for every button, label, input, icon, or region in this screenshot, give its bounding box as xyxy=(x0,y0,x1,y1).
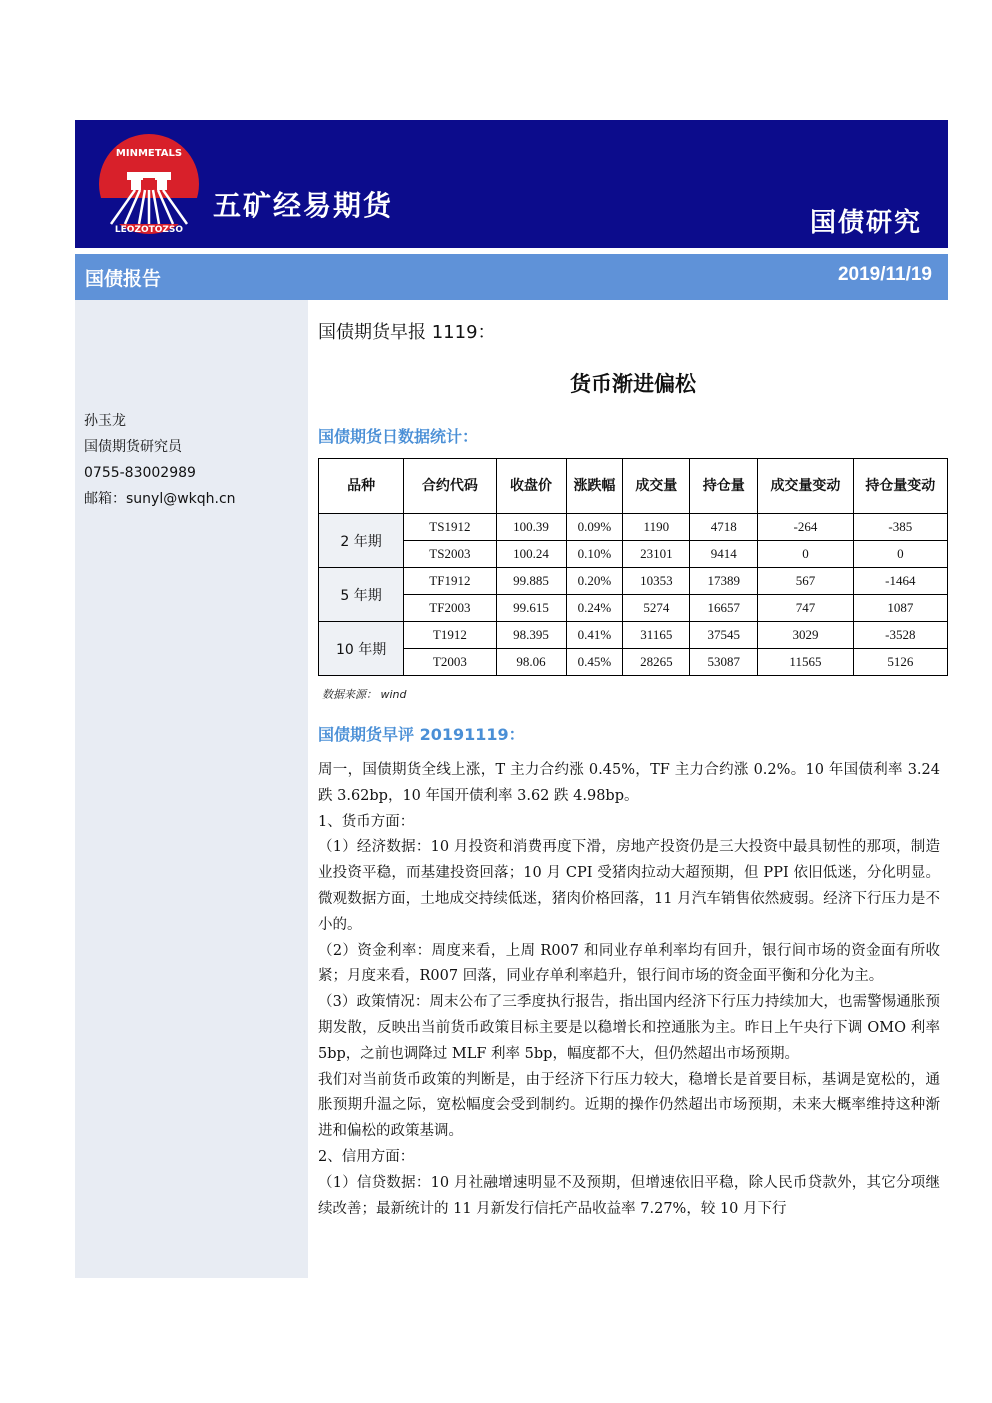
table-cell: 99.615 xyxy=(496,595,566,622)
table-cell: 100.24 xyxy=(496,541,566,568)
table-cell: TS1912 xyxy=(404,514,496,541)
paragraph: （1）经济数据：10 月投资和消费再度下滑，房地产投资仍是三大投资中最具韧性的那项，制造业投资平稳，而基建投资回落；10 月 CPI 受猪肉拉动大超预期，但 PPI 依旧低迷，分化明显。微观数据方面，土地成交持续低迷，猪肉价格回落，11 月汽车销售依然疲弱。经济下行压力是不小的。 xyxy=(318,839,940,933)
headline: 货币渐进偏松 xyxy=(570,372,696,396)
group-label: 10 年期 xyxy=(319,622,404,676)
header-contract: 合约代码 xyxy=(404,459,496,514)
author-title: 国债期货研究员 xyxy=(84,439,182,455)
header-volume-change: 成交量变动 xyxy=(758,459,853,514)
author-phone: 0755-83002989 xyxy=(84,465,196,481)
header-volume: 成交量 xyxy=(623,459,690,514)
report-title: 国债期货早报 1119： xyxy=(318,322,496,343)
table-cell: -264 xyxy=(758,514,853,541)
table-cell: TF1912 xyxy=(404,568,496,595)
table-cell: 98.395 xyxy=(496,622,566,649)
svg-text:MINMETALS: MINMETALS xyxy=(115,148,183,159)
table-cell: 98.06 xyxy=(496,649,566,676)
group-label: 5 年期 xyxy=(319,568,404,622)
author-name: 孙玉龙 xyxy=(84,413,126,429)
table-cell: 567 xyxy=(758,568,853,595)
author-block xyxy=(84,408,236,512)
table-cell: 53087 xyxy=(690,649,758,676)
table-cell: 5126 xyxy=(853,649,947,676)
header-open-interest: 持仓量 xyxy=(690,459,758,514)
table-cell: 0.45% xyxy=(566,649,623,676)
header-close: 收盘价 xyxy=(496,459,566,514)
table-row xyxy=(319,514,948,541)
author-email: 邮箱：sunyl@wkqh.cn xyxy=(84,491,236,507)
header-change: 涨跌幅 xyxy=(566,459,623,514)
table-cell: TS2003 xyxy=(404,541,496,568)
paragraph: 2、信用方面： xyxy=(318,1148,415,1165)
table-cell: 0 xyxy=(758,541,853,568)
header-variety: 品种 xyxy=(319,459,404,514)
table-cell: T2003 xyxy=(404,649,496,676)
table-cell: 1190 xyxy=(623,514,690,541)
paragraph: 我们对当前货币政策的判断是，由于经济下行压力较大，稳增长是首要目标，基调是宽松的，通胀预期升温之际，宽松幅度会受到制约。近期的操作仍然超出市场预期，未来大概率维持这种渐进和偏松的政策基调。 xyxy=(318,1071,940,1140)
table-cell: -385 xyxy=(853,514,947,541)
table-row xyxy=(319,541,948,568)
commentary-body xyxy=(318,758,940,1222)
table-cell: 9414 xyxy=(690,541,758,568)
table-cell: 10353 xyxy=(623,568,690,595)
table-cell: 0.09% xyxy=(566,514,623,541)
page-header xyxy=(75,120,948,248)
table-cell: 0.24% xyxy=(566,595,623,622)
table-cell: 0 xyxy=(853,541,947,568)
comment-heading: 国债期货早评 20191119： xyxy=(318,725,525,744)
header-oi-change: 持仓量变动 xyxy=(853,459,947,514)
table-cell: 1087 xyxy=(853,595,947,622)
table-cell: -1464 xyxy=(853,568,947,595)
paragraph: 周一，国债期货全线上涨，T 主力合约涨 0.45%，TF 主力合约涨 0.2%。10 年国债利率 3.24 跌 3.62bp，10 年国开债利率 3.62 跌 4.98bp。 xyxy=(318,762,940,804)
table-cell: 99.885 xyxy=(496,568,566,595)
sidebar xyxy=(75,300,308,1278)
table-cell: 0.20% xyxy=(566,568,623,595)
table-cell: 0.10% xyxy=(566,541,623,568)
paragraph: （3）政策情况：周末公布了三季度执行报告，指出国内经济下行压力持续加大，也需警惕通胀预期发散，反映出当前货币政策目标主要是以稳增长和控通胀为主。昨日上午央行下调 OMO 利率 5bp，之前也调降过 MLF 利率 5bp，幅度都不大，但仍然超出市场预期。 xyxy=(318,994,940,1062)
table-cell: 37545 xyxy=(690,622,758,649)
table-cell: 100.39 xyxy=(496,514,566,541)
report-date: 2019/11/19 xyxy=(837,264,932,285)
table-cell: 4718 xyxy=(690,514,758,541)
table-cell: 17389 xyxy=(690,568,758,595)
minmetals-logo xyxy=(97,132,201,236)
table-cell: 5274 xyxy=(623,595,690,622)
table-cell: 0.41% xyxy=(566,622,623,649)
data-source: 数据来源： wind xyxy=(322,688,407,701)
table-cell: 3029 xyxy=(758,622,853,649)
table-row xyxy=(319,595,948,622)
table-row xyxy=(319,568,948,595)
table-header-row xyxy=(319,459,948,514)
company-name: 五矿经易期货 xyxy=(213,189,394,222)
table-cell: 23101 xyxy=(623,541,690,568)
stats-heading: 国债期货日数据统计： xyxy=(318,427,479,446)
table-cell: T1912 xyxy=(404,622,496,649)
paragraph: （2）资金利率：周度来看，上周 R007 和同业存单利率均有回升，银行间市场的资金面有所收紧；月度来看，R007 回落，同业存单利率趋升，银行间市场的资金面平衡和分化为主。 xyxy=(318,942,940,985)
table-cell: TF2003 xyxy=(404,595,496,622)
section-title: 国债研究 xyxy=(809,208,922,238)
table-cell: -3528 xyxy=(853,622,947,649)
paragraph: 1、货币方面： xyxy=(318,813,415,830)
table-cell: 16657 xyxy=(690,595,758,622)
report-type: 国债报告 xyxy=(85,268,162,290)
paragraph: （1）信贷数据：10 月社融增速明显不及预期，但增速依旧平稳，除人民币贷款外，其它分项继续改善；最新统计的 11 月新发行信托产品收益率 7.27%，较 10 月下行 xyxy=(318,1174,940,1217)
futures-stats-table xyxy=(318,458,948,676)
table-row xyxy=(319,622,948,649)
table-cell: 747 xyxy=(758,595,853,622)
table-row xyxy=(319,649,948,676)
table-cell: 28265 xyxy=(623,649,690,676)
table-cell: 31165 xyxy=(623,622,690,649)
report-type-bar xyxy=(75,254,948,300)
table-cell: 11565 xyxy=(758,649,853,676)
svg-text:LEOZOTOZSO: LEOZOTOZSO xyxy=(114,225,184,235)
group-label: 2 年期 xyxy=(319,514,404,568)
